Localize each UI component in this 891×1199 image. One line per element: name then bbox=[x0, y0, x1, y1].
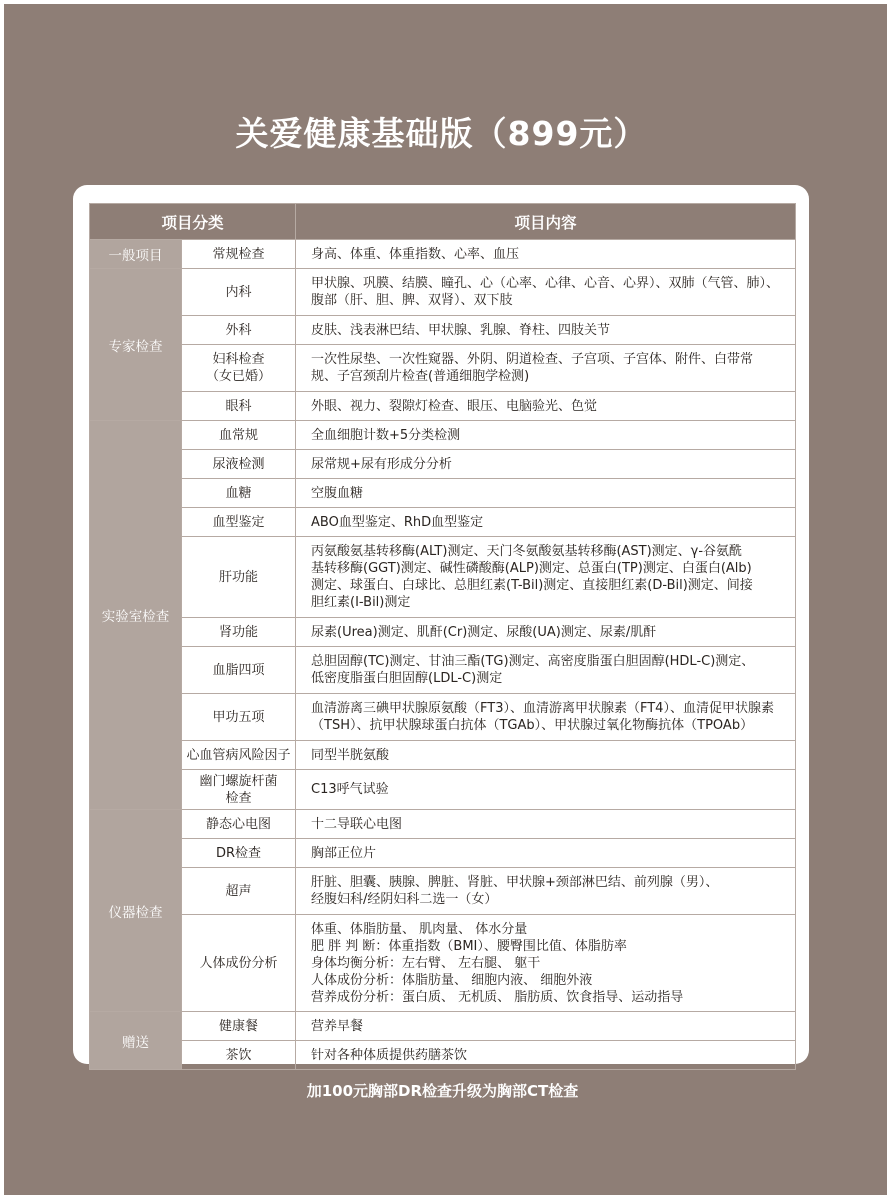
item-line: 检查 bbox=[225, 790, 252, 806]
category-cell: 一般项目 bbox=[90, 240, 182, 269]
table-row bbox=[90, 316, 796, 345]
item-cell: 甲功五项 bbox=[182, 694, 296, 741]
table-row bbox=[90, 392, 796, 421]
item-cell: 静态心电图 bbox=[182, 810, 296, 839]
content-cell: ABO血型鉴定、RhD血型鉴定 bbox=[296, 508, 796, 537]
item-cell: 血常规 bbox=[182, 421, 296, 450]
content-cell: 全血细胞计数+5分类检测 bbox=[296, 421, 796, 450]
item-cell: 血糖 bbox=[182, 479, 296, 508]
item-cell: 内科 bbox=[182, 269, 296, 316]
item-cell: 常规检查 bbox=[182, 240, 296, 269]
content-cell: 十二导联心电图 bbox=[296, 810, 796, 839]
content-cell: 营养早餐 bbox=[296, 1012, 796, 1041]
table-row bbox=[90, 868, 796, 915]
content-cell: 丙氨酸氨基转移酶(ALT)测定、天门冬氨酸氨基转移酶(AST)测定、γ-谷氨酰 基转移酶(GGT)测定、碱性磷酸酶(ALP)测定、总蛋白(TP)测定、白蛋白(Alb) 测定、球蛋白、白球比、总胆红素(T-Bil)测定、直接胆红素(D-Bil)测定、间接 胆红素(I-Bil)测定 bbox=[296, 537, 796, 618]
item-cell: 人体成份分析 bbox=[182, 915, 296, 1012]
table-row bbox=[90, 240, 796, 269]
content-cell: 尿素(Urea)测定、肌酐(Cr)测定、尿酸(UA)测定、尿素/肌酐 bbox=[296, 618, 796, 647]
item-line: 妇科检查 bbox=[212, 352, 265, 367]
category-cell: 赠送 bbox=[90, 1012, 182, 1070]
item-cell: 血型鉴定 bbox=[182, 508, 296, 537]
table-row bbox=[90, 269, 796, 316]
content-cell: 甲状腺、巩膜、结膜、瞳孔、心（心率、心律、心音、心界）、双肺（气管、肺）、 腹部（肝、胆、脾、双肾）、双下肢 bbox=[296, 269, 796, 316]
content-cell: 总胆固醇(TC)测定、甘油三酯(TG)测定、高密度脂蛋白胆固醇(HDL-C)测定、 低密度脂蛋白胆固醇(LDL-C)测定 bbox=[296, 647, 796, 694]
header-category: 项目分类 bbox=[90, 204, 296, 240]
table-row bbox=[90, 479, 796, 508]
item-cell: 超声 bbox=[182, 868, 296, 915]
table-row bbox=[90, 618, 796, 647]
table-row bbox=[90, 694, 796, 741]
content-cell: 身高、体重、体重指数、心率、血压 bbox=[296, 240, 796, 269]
category-cell: 专家检查 bbox=[90, 269, 182, 421]
table-row bbox=[90, 810, 796, 839]
content-cell: 空腹血糖 bbox=[296, 479, 796, 508]
content-cell: 同型半胱氨酸 bbox=[296, 741, 796, 770]
content-cell: 胸部正位片 bbox=[296, 839, 796, 868]
item-cell bbox=[182, 770, 296, 810]
content-cell: 肝脏、胆囊、胰腺、脾脏、肾脏、甲状腺+颈部淋巴结、前列腺（男）、 经腹妇科/经阴妇科二选一（女） bbox=[296, 868, 796, 915]
page-title: 关爱健康基础版（899元） bbox=[235, 114, 648, 153]
category-cell: 仪器检查 bbox=[90, 810, 182, 1012]
content-cell: 外眼、视力、裂隙灯检查、眼压、电脑验光、色觉 bbox=[296, 392, 796, 421]
item-cell: 心血管病风险因子 bbox=[182, 741, 296, 770]
content-cell: 一次性尿垫、一次性窥器、外阴、阴道检查、子宫项、子宫体、附件、白带常 规、子宫颈刮片检查(普通细胞学检测) bbox=[296, 345, 796, 392]
table-row bbox=[90, 647, 796, 694]
item-cell: 肝功能 bbox=[182, 537, 296, 618]
content-cell: 体重、体脂肪量、 肌肉量、 体水分量 肥 胖 判 断：体重指数（BMI）、腰臀围比值、体脂肪率 身体均衡分析：左右臂、 左右腿、 躯干 人体成份分析：体脂肪量、 细胞内液、 细胞外液 营养成份分析：蛋白质、 无机质、 脂肪质、饮食指导、运动指导 bbox=[296, 915, 796, 1012]
item-cell bbox=[182, 345, 296, 392]
item-line: 幽门螺旋杆菌 bbox=[199, 773, 278, 789]
content-cell: C13呼气试验 bbox=[296, 770, 796, 810]
table-row bbox=[90, 508, 796, 537]
upgrade-note: 加100元胸部DR检查升级为胸部CT检查 bbox=[90, 1070, 796, 1111]
table-row bbox=[90, 537, 796, 618]
table-row bbox=[90, 915, 796, 1012]
item-line: （女已婚） bbox=[206, 369, 272, 384]
item-cell: 茶饮 bbox=[182, 1041, 296, 1070]
content-cell: 尿常规+尿有形成分分析 bbox=[296, 450, 796, 479]
item-cell: 眼科 bbox=[182, 392, 296, 421]
content-cell: 针对各种体质提供药膳茶饮 bbox=[296, 1041, 796, 1070]
category-cell: 实验室检查 bbox=[90, 421, 182, 810]
item-cell: 健康餐 bbox=[182, 1012, 296, 1041]
table-row bbox=[90, 1041, 796, 1070]
table-row bbox=[90, 450, 796, 479]
item-cell: 血脂四项 bbox=[182, 647, 296, 694]
table-row bbox=[90, 839, 796, 868]
item-cell: 肾功能 bbox=[182, 618, 296, 647]
item-cell: DR检查 bbox=[182, 839, 296, 868]
content-cell: 皮肤、浅表淋巴结、甲状腺、乳腺、脊柱、四肢关节 bbox=[296, 316, 796, 345]
exam-items-table bbox=[89, 203, 796, 1111]
table-row bbox=[90, 741, 796, 770]
header-content: 项目内容 bbox=[296, 204, 796, 240]
content-cell: 血清游离三碘甲状腺原氨酸（FT3）、血清游离甲状腺素（FT4）、血清促甲状腺素 （TSH）、抗甲状腺球蛋白抗体（TGAb）、甲状腺过氧化物酶抗体（TPOAb） bbox=[296, 694, 796, 741]
table-row bbox=[90, 1012, 796, 1041]
item-cell: 外科 bbox=[182, 316, 296, 345]
table-row bbox=[90, 421, 796, 450]
table-row bbox=[90, 770, 796, 810]
table-row bbox=[90, 345, 796, 392]
item-cell: 尿液检测 bbox=[182, 450, 296, 479]
